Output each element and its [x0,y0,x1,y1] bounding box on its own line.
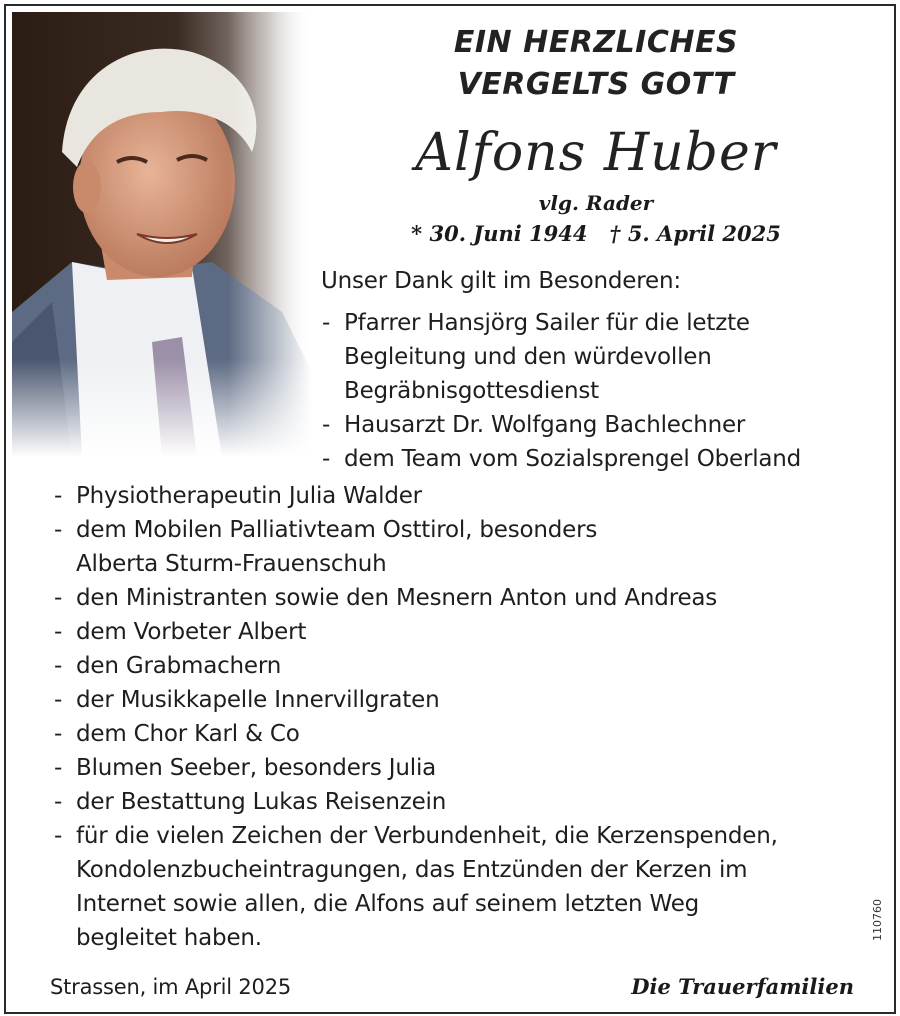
list-item-line: Kondolenzbucheintragungen, das Entzünden der Kerzen im [76,857,748,883]
list-item-line: Pfarrer Hansjörg Sailer für die letzte [344,310,750,336]
list-item [50,615,870,649]
list-item-line: Begräbnisgottesdienst [344,378,599,404]
list-item [50,751,870,785]
bullet-dash: - [54,483,63,509]
list-item-line: dem Vorbeter Albert [76,619,307,645]
death-date: † 5. April 2025 [609,221,781,246]
bullet-dash: - [54,789,63,815]
list-item-line: Physiotherapeutin Julia Walder [76,483,422,509]
bullet-dash: - [54,653,63,679]
bullet-dash: - [54,721,63,747]
bullet-dash: - [54,619,63,645]
list-item-line: der Bestattung Lukas Reisenzein [76,789,447,815]
list-item [50,819,870,955]
list-item-line: begleitet haben. [76,925,262,951]
list-item-line: dem Mobilen Palliativteam Osttirol, besonders [76,517,598,543]
list-item-line: für die vielen Zeichen der Verbundenheit, die Kerzenspenden, [76,823,778,849]
place-date: Strassen, im April 2025 [50,975,292,999]
list-item-line: dem Chor Karl & Co [76,721,300,747]
list-item [50,717,870,751]
bullet-dash: - [54,823,63,849]
list-item [50,785,870,819]
list-item-line: Internet sowie allen, die Alfons auf seinem letzten Weg [76,891,700,917]
list-item [50,513,870,581]
thanks-intro: Unser Dank gilt im Besonderen: [321,268,681,294]
list-item [50,683,870,717]
deceased-name: Alfons Huber [415,123,777,183]
bullet-dash: - [54,755,63,781]
heading-line-1: EIN HERZLICHES [453,25,739,60]
thanks-list-upper [318,306,868,476]
list-item-line: den Ministranten sowie den Mesnern Anton und Andreas [76,585,718,611]
list-item-line: dem Team vom Sozialsprengel Oberland [344,446,802,472]
list-item-line: der Musikkapelle Innervillgraten [76,687,440,713]
list-item-line: Hausarzt Dr. Wolfgang Bachlechner [344,412,746,438]
life-dates [406,220,786,248]
list-item [318,442,868,476]
bullet-dash: - [322,446,331,472]
list-item-line: Begleitung und den würdevollen [344,344,712,370]
birth-date: * 30. Juni 1944 [411,221,588,246]
list-item [50,649,870,683]
list-item [318,408,868,442]
heading [416,22,776,106]
list-item-line: Alberta Sturm-Frauenschuh [76,551,387,577]
heading-line-2: VERGELTS GOTT [457,67,735,102]
thanks-list-lower [50,479,870,955]
list-item-line: den Grabmachern [76,653,282,679]
portrait-photo [12,12,312,457]
ad-code: 110760 [871,899,884,941]
list-item [318,306,868,408]
bullet-dash: - [322,310,331,336]
bullet-dash: - [54,517,63,543]
vulgo-name: vlg. Rader [538,191,654,215]
list-item [50,479,870,513]
bullet-dash: - [54,687,63,713]
list-item [50,581,870,615]
bullet-dash: - [54,585,63,611]
bullet-dash: - [322,412,331,438]
list-item-line: Blumen Seeber, besonders Julia [76,755,437,781]
signature: Die Trauerfamilien [631,974,854,999]
obituary-card [4,4,896,1014]
